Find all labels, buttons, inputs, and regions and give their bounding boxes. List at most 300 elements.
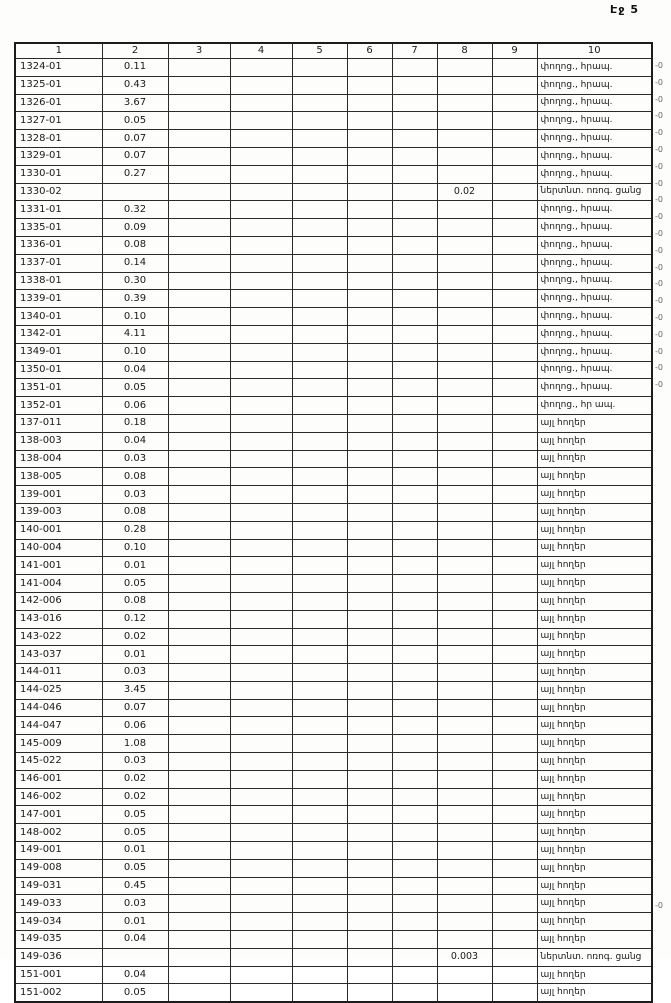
cell-col-7	[392, 254, 437, 272]
cell-col-9	[492, 76, 537, 94]
cell-col-3	[168, 361, 230, 379]
cell-col-8	[437, 112, 492, 130]
cell-col-6	[347, 165, 392, 183]
cell-col-10: փողոց., հրապ.	[537, 130, 652, 148]
cell-col-1: 1335-01	[15, 219, 102, 237]
page-number-label: Էջ 5	[610, 3, 639, 16]
cell-col-6	[347, 842, 392, 860]
cell-col-9	[492, 236, 537, 254]
cell-col-6	[347, 824, 392, 842]
cell-col-4	[230, 397, 292, 415]
table-row	[15, 592, 652, 610]
cell-col-9	[492, 379, 537, 397]
cell-col-3	[168, 343, 230, 361]
cell-col-5	[292, 610, 347, 628]
cell-col-9	[492, 308, 537, 326]
cell-col-3	[168, 717, 230, 735]
cell-col-7	[392, 503, 437, 521]
cell-col-2: 0.07	[102, 699, 168, 717]
cell-col-5	[292, 966, 347, 984]
cell-col-6	[347, 468, 392, 486]
cell-col-10: փողոց., հր ապ.	[537, 397, 652, 415]
cell-col-7	[392, 183, 437, 201]
cell-col-7	[392, 931, 437, 949]
cell-col-1: 1330-02	[15, 183, 102, 201]
cell-col-5	[292, 130, 347, 148]
cell-col-5	[292, 183, 347, 201]
cell-col-10: փողոց., հրապ.	[537, 201, 652, 219]
scan-edge-mark: -0	[655, 901, 663, 910]
cell-col-4	[230, 931, 292, 949]
cell-col-2: 0.03	[102, 895, 168, 913]
cell-col-3	[168, 325, 230, 343]
cell-col-3	[168, 681, 230, 699]
cell-col-4	[230, 94, 292, 112]
cell-col-4	[230, 628, 292, 646]
cell-col-4	[230, 824, 292, 842]
cell-col-6	[347, 770, 392, 788]
cell-col-4	[230, 806, 292, 824]
table-row	[15, 361, 652, 379]
cell-col-4	[230, 343, 292, 361]
cell-col-2: 0.05	[102, 859, 168, 877]
cell-col-3	[168, 379, 230, 397]
cell-col-10: այլ հողեր	[537, 770, 652, 788]
cell-col-3	[168, 486, 230, 504]
cell-col-5	[292, 681, 347, 699]
cell-col-1: 1340-01	[15, 308, 102, 326]
cell-col-9	[492, 183, 537, 201]
table-row	[15, 788, 652, 806]
cell-col-7	[392, 165, 437, 183]
table-row	[15, 521, 652, 539]
column-header-4: 4	[230, 43, 292, 59]
cell-col-1: 1349-01	[15, 343, 102, 361]
cell-col-3	[168, 147, 230, 165]
cell-col-7	[392, 236, 437, 254]
cell-col-7	[392, 610, 437, 628]
cell-col-2: 0.08	[102, 236, 168, 254]
cell-col-7	[392, 112, 437, 130]
table-row	[15, 539, 652, 557]
cell-col-5	[292, 343, 347, 361]
cell-col-5	[292, 254, 347, 272]
cell-col-6	[347, 575, 392, 593]
cell-col-1: 145-009	[15, 735, 102, 753]
table-row	[15, 717, 652, 735]
cell-col-10: այլ հողեր	[537, 575, 652, 593]
scan-edge-mark: -0	[655, 296, 663, 306]
table-row	[15, 94, 652, 112]
cell-col-2: 0.07	[102, 130, 168, 148]
cell-col-9	[492, 147, 537, 165]
cell-col-3	[168, 948, 230, 966]
cell-col-5	[292, 76, 347, 94]
cell-col-6	[347, 432, 392, 450]
cell-col-7	[392, 272, 437, 290]
cell-col-4	[230, 948, 292, 966]
cell-col-5	[292, 308, 347, 326]
cell-col-1: 138-005	[15, 468, 102, 486]
cell-col-6	[347, 503, 392, 521]
cell-col-1: 1326-01	[15, 94, 102, 112]
cell-col-8	[437, 130, 492, 148]
cell-col-7	[392, 824, 437, 842]
cell-col-2: 0.03	[102, 664, 168, 682]
cell-col-1: 144-046	[15, 699, 102, 717]
cell-col-7	[392, 877, 437, 895]
cell-col-7	[392, 895, 437, 913]
cell-col-3	[168, 59, 230, 77]
cell-col-2	[102, 183, 168, 201]
cell-col-10: փողոց., հրապ.	[537, 165, 652, 183]
cell-col-7	[392, 94, 437, 112]
cell-col-6	[347, 699, 392, 717]
cell-col-2: 0.03	[102, 753, 168, 771]
cell-col-9	[492, 770, 537, 788]
scan-edge-mark: -0	[655, 145, 663, 154]
cell-col-7	[392, 753, 437, 771]
cell-col-6	[347, 290, 392, 308]
cell-col-1: 141-004	[15, 575, 102, 593]
cell-col-8	[437, 646, 492, 664]
cell-col-3	[168, 521, 230, 539]
scan-edge-mark: -0	[655, 128, 663, 138]
cell-col-7	[392, 539, 437, 557]
cell-col-7	[392, 859, 437, 877]
cell-col-8	[437, 308, 492, 326]
cell-col-2: 0.14	[102, 254, 168, 272]
table-row	[15, 397, 652, 415]
cell-col-4	[230, 147, 292, 165]
cell-col-8	[437, 842, 492, 860]
column-header-6: 6	[347, 43, 392, 59]
table-row	[15, 414, 652, 432]
cell-col-8	[437, 931, 492, 949]
cell-col-2: 0.06	[102, 717, 168, 735]
cell-col-8	[437, 592, 492, 610]
cell-col-4	[230, 842, 292, 860]
cell-col-3	[168, 254, 230, 272]
cell-col-4	[230, 664, 292, 682]
scan-edge-mark: -0	[655, 212, 663, 222]
cell-col-7	[392, 842, 437, 860]
cell-col-5	[292, 913, 347, 931]
cell-col-4	[230, 717, 292, 735]
cell-col-9	[492, 468, 537, 486]
cell-col-9	[492, 824, 537, 842]
cell-col-10: փողոց., հրապ.	[537, 325, 652, 343]
cell-col-4	[230, 450, 292, 468]
table-header-row	[15, 43, 652, 59]
cell-col-10: այլ հողեր	[537, 592, 652, 610]
cell-col-4	[230, 753, 292, 771]
cell-col-9	[492, 931, 537, 949]
cell-col-3	[168, 592, 230, 610]
cell-col-8	[437, 824, 492, 842]
cell-col-10: այլ հողեր	[537, 824, 652, 842]
cell-col-4	[230, 966, 292, 984]
cell-col-6	[347, 913, 392, 931]
cell-col-10: փողոց., հրապ.	[537, 361, 652, 379]
cell-col-6	[347, 201, 392, 219]
cell-col-6	[347, 112, 392, 130]
cell-col-3	[168, 966, 230, 984]
cell-col-5	[292, 272, 347, 290]
cell-col-2: 0.05	[102, 379, 168, 397]
cell-col-9	[492, 112, 537, 130]
cell-col-3	[168, 984, 230, 1002]
cell-col-10: փողոց., հրապ.	[537, 147, 652, 165]
cell-col-8	[437, 379, 492, 397]
cell-col-7	[392, 450, 437, 468]
table-row	[15, 272, 652, 290]
cell-col-2: 0.45	[102, 877, 168, 895]
cell-col-4	[230, 432, 292, 450]
cell-col-8: 0.02	[437, 183, 492, 201]
cell-col-1: 138-004	[15, 450, 102, 468]
cell-col-7	[392, 592, 437, 610]
cell-col-10: այլ հողեր	[537, 984, 652, 1002]
cell-col-7	[392, 735, 437, 753]
cell-col-4	[230, 877, 292, 895]
cell-col-9	[492, 254, 537, 272]
cell-col-6	[347, 414, 392, 432]
cell-col-1: 1350-01	[15, 361, 102, 379]
cell-col-9	[492, 557, 537, 575]
cell-col-2: 0.05	[102, 575, 168, 593]
cell-col-2: 0.06	[102, 397, 168, 415]
scan-edge-mark: -0	[655, 279, 663, 289]
cell-col-6	[347, 254, 392, 272]
cell-col-10: այլ հողեր	[537, 842, 652, 860]
cell-col-7	[392, 681, 437, 699]
cell-col-6	[347, 610, 392, 628]
cell-col-10: փողոց., հրապ.	[537, 219, 652, 237]
cell-col-2: 0.43	[102, 76, 168, 94]
cell-col-8	[437, 735, 492, 753]
cell-col-9	[492, 806, 537, 824]
cell-col-10: այլ հողեր	[537, 646, 652, 664]
cell-col-10: փողոց., հրապ.	[537, 236, 652, 254]
cell-col-4	[230, 201, 292, 219]
cell-col-7	[392, 468, 437, 486]
cell-col-1: 144-047	[15, 717, 102, 735]
cell-col-6	[347, 859, 392, 877]
cell-col-2: 0.01	[102, 557, 168, 575]
cell-col-8	[437, 503, 492, 521]
cell-col-10: այլ հողեր	[537, 468, 652, 486]
cell-col-1: 137-011	[15, 414, 102, 432]
cell-col-8	[437, 59, 492, 77]
cell-col-1: 1352-01	[15, 397, 102, 415]
table-row	[15, 379, 652, 397]
cell-col-1: 1330-01	[15, 165, 102, 183]
cell-col-6	[347, 539, 392, 557]
cell-col-9	[492, 432, 537, 450]
cell-col-4	[230, 112, 292, 130]
cell-col-1: 149-036	[15, 948, 102, 966]
cell-col-2: 0.04	[102, 931, 168, 949]
table-row	[15, 699, 652, 717]
table-row	[15, 183, 652, 201]
cell-col-3	[168, 130, 230, 148]
cell-col-8	[437, 664, 492, 682]
scan-edge-mark: -0	[655, 363, 663, 373]
cell-col-10: այլ հողեր	[537, 414, 652, 432]
cell-col-3	[168, 450, 230, 468]
scan-edge-mark: -0	[655, 195, 663, 205]
cell-col-10: այլ հողեր	[537, 966, 652, 984]
table-row	[15, 931, 652, 949]
cell-col-9	[492, 59, 537, 77]
cell-col-10: փողոց., հրապ.	[537, 112, 652, 130]
cell-col-2: 0.30	[102, 272, 168, 290]
cell-col-10: այլ հողեր	[537, 610, 652, 628]
cell-col-10: ներտնտ. ոռոգ. ցանց	[537, 948, 652, 966]
cell-col-9	[492, 130, 537, 148]
cell-col-6	[347, 592, 392, 610]
cell-col-6	[347, 308, 392, 326]
cell-col-3	[168, 859, 230, 877]
cell-col-1: 141-001	[15, 557, 102, 575]
cell-col-5	[292, 575, 347, 593]
cell-col-7	[392, 646, 437, 664]
cell-col-10: փողոց., հրապ.	[537, 59, 652, 77]
cell-col-2	[102, 948, 168, 966]
cell-col-7	[392, 76, 437, 94]
table-row	[15, 432, 652, 450]
cell-col-7	[392, 717, 437, 735]
cell-col-6	[347, 450, 392, 468]
cell-col-5	[292, 788, 347, 806]
table-row	[15, 290, 652, 308]
table-row	[15, 646, 652, 664]
scan-edge-mark: -0	[655, 329, 663, 339]
cell-col-9	[492, 272, 537, 290]
cell-col-6	[347, 397, 392, 415]
cell-col-2: 0.18	[102, 414, 168, 432]
scan-edge-mark: -0	[655, 178, 663, 188]
cell-col-7	[392, 130, 437, 148]
table-row	[15, 76, 652, 94]
table-row	[15, 895, 652, 913]
cell-col-1: 149-031	[15, 877, 102, 895]
table-row	[15, 770, 652, 788]
cell-col-2: 0.01	[102, 842, 168, 860]
cell-col-6	[347, 895, 392, 913]
cell-col-1: 145-022	[15, 753, 102, 771]
cell-col-2: 0.05	[102, 824, 168, 842]
table-row	[15, 628, 652, 646]
cell-col-2: 4.11	[102, 325, 168, 343]
cell-col-8	[437, 717, 492, 735]
cell-col-1: 143-016	[15, 610, 102, 628]
cell-col-1: 149-008	[15, 859, 102, 877]
cell-col-1: 1329-01	[15, 147, 102, 165]
cell-col-9	[492, 877, 537, 895]
cell-col-5	[292, 770, 347, 788]
cell-col-1: 143-022	[15, 628, 102, 646]
cell-col-1: 144-025	[15, 681, 102, 699]
cell-col-5	[292, 895, 347, 913]
cell-col-3	[168, 753, 230, 771]
cell-col-6	[347, 147, 392, 165]
cell-col-8	[437, 450, 492, 468]
cell-col-5	[292, 931, 347, 949]
cell-col-3	[168, 397, 230, 415]
cell-col-3	[168, 112, 230, 130]
cell-col-9	[492, 343, 537, 361]
table-row	[15, 877, 652, 895]
cell-col-6	[347, 628, 392, 646]
cell-col-5	[292, 236, 347, 254]
cell-col-10: այլ հողեր	[537, 557, 652, 575]
cell-col-10: այլ հողեր	[537, 628, 652, 646]
cell-col-1: 1351-01	[15, 379, 102, 397]
cell-col-6	[347, 664, 392, 682]
cell-col-2: 0.10	[102, 539, 168, 557]
cell-col-9	[492, 486, 537, 504]
cell-col-9	[492, 753, 537, 771]
cell-col-9	[492, 681, 537, 699]
cell-col-3	[168, 877, 230, 895]
scan-edge-mark: -0	[655, 380, 663, 390]
cell-col-6	[347, 183, 392, 201]
cell-col-4	[230, 76, 292, 94]
cell-col-9	[492, 646, 537, 664]
cell-col-9	[492, 290, 537, 308]
cell-col-7	[392, 147, 437, 165]
cell-col-3	[168, 699, 230, 717]
scan-edge-mark: -0	[655, 313, 663, 322]
cell-col-4	[230, 681, 292, 699]
cell-col-5	[292, 379, 347, 397]
scan-edge-mark: -0	[655, 61, 663, 70]
cell-col-8	[437, 94, 492, 112]
cell-col-3	[168, 735, 230, 753]
table-row	[15, 219, 652, 237]
cell-col-6	[347, 877, 392, 895]
table-body	[15, 59, 652, 1003]
cell-col-3	[168, 557, 230, 575]
table-row	[15, 236, 652, 254]
cell-col-5	[292, 539, 347, 557]
cell-col-9	[492, 521, 537, 539]
cell-col-5	[292, 486, 347, 504]
cell-col-3	[168, 432, 230, 450]
cell-col-8	[437, 147, 492, 165]
cell-col-2: 0.09	[102, 219, 168, 237]
cell-col-5	[292, 503, 347, 521]
cell-col-8	[437, 254, 492, 272]
cell-col-10: այլ հողեր	[537, 664, 652, 682]
cell-col-4	[230, 895, 292, 913]
cell-col-8	[437, 325, 492, 343]
cell-col-3	[168, 842, 230, 860]
cell-col-9	[492, 628, 537, 646]
cell-col-7	[392, 788, 437, 806]
cell-col-1: 149-001	[15, 842, 102, 860]
cell-col-8	[437, 219, 492, 237]
cell-col-3	[168, 468, 230, 486]
cell-col-2: 0.05	[102, 806, 168, 824]
cell-col-4	[230, 575, 292, 593]
scan-edge-mark: -0	[655, 94, 663, 104]
cell-col-10: փողոց., հրապ.	[537, 254, 652, 272]
cell-col-4	[230, 414, 292, 432]
cell-col-3	[168, 575, 230, 593]
